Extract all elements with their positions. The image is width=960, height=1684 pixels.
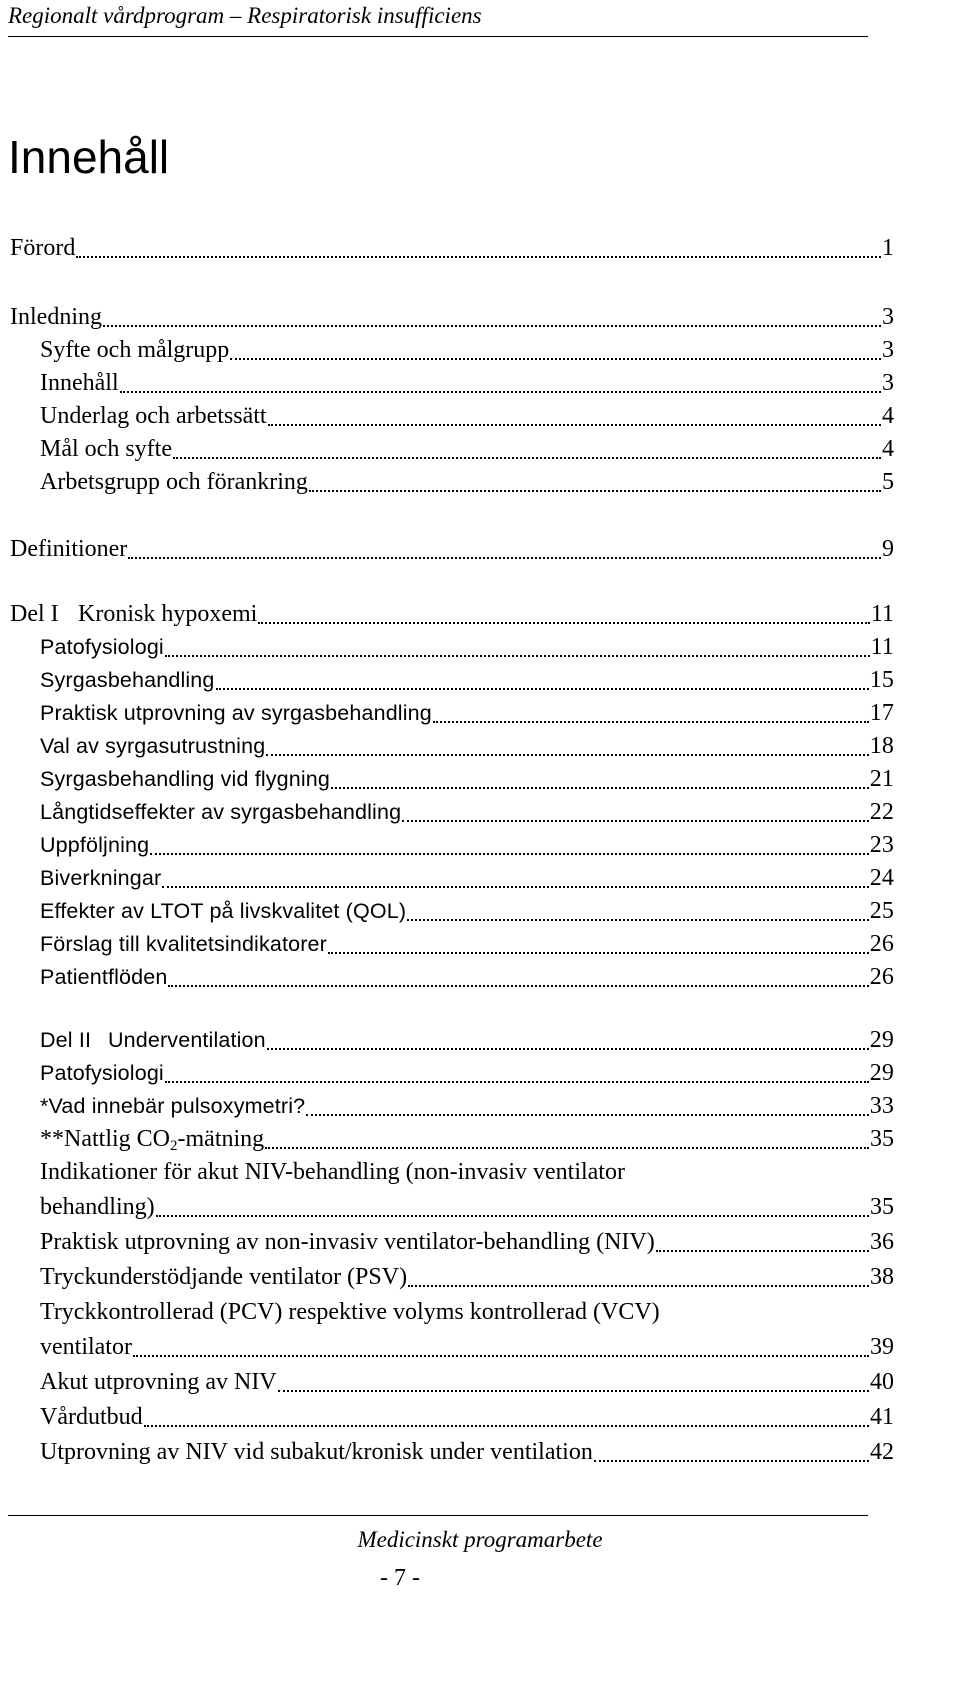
toc-page: 35	[870, 1194, 894, 1220]
toc-entry-patofysiologi[interactable]: Patofysiologi 11	[40, 634, 894, 660]
toc-entry-indikationer[interactable]: behandling) 35	[40, 1194, 894, 1220]
toc-page: 39	[870, 1334, 894, 1360]
toc-page: 38	[870, 1264, 894, 1290]
toc-entry-uppfoljning[interactable]: Uppföljning 23	[40, 832, 894, 858]
toc-entry-vardutbud[interactable]: Vårdutbud 41	[40, 1404, 894, 1430]
toc-page: 3	[882, 304, 894, 330]
running-header-text: Regionalt vårdprogram – Respiratorisk insufficiens	[8, 3, 482, 28]
toc-entry-underlag[interactable]: Underlag och arbetssätt 4	[40, 403, 894, 429]
toc-page: 17	[869, 700, 894, 726]
toc-entry-val-av-syrgasutrustning[interactable]: Val av syrgasutrustning 18	[40, 733, 894, 759]
toc-page: 29	[869, 1060, 894, 1086]
toc-page: 29	[869, 1027, 894, 1053]
toc-entry-innehall[interactable]: Innehåll 3	[40, 370, 894, 396]
toc-page: 4	[882, 403, 894, 429]
toc-entry-pulsoxymetri[interactable]: *Vad innebär pulsoxymetri? 33	[40, 1093, 894, 1119]
toc-page: 11	[870, 601, 894, 627]
toc-page: 18	[869, 733, 894, 759]
toc-page: 22	[869, 799, 894, 825]
toc-entry-syfte[interactable]: Syfte och målgrupp 3	[40, 337, 894, 363]
toc-entry-kvalitetsindikatorer[interactable]: Förslag till kvalitetsindikatorer 26	[40, 931, 894, 957]
toc-page: 21	[869, 766, 894, 792]
toc-entry-flygning[interactable]: Syrgasbehandling vid flygning 21	[40, 766, 894, 792]
footer-divider	[8, 1515, 868, 1516]
toc-page: 4	[882, 436, 894, 462]
toc-entry-psv[interactable]: Tryckunderstödjande ventilator (PSV) 38	[40, 1264, 894, 1290]
page-number: - 7 -	[380, 1565, 420, 1591]
toc-entry-utprovning-niv[interactable]: Utprovning av NIV vid subakut/kronisk under ventilation 42	[40, 1439, 894, 1465]
toc-entry-langtidseffekter[interactable]: Långtidseffekter av syrgasbehandling 22	[40, 799, 894, 825]
toc-page: 3	[882, 370, 894, 396]
toc-entry-indikationer-line1[interactable]: Indikationer för akut NIV-behandling (non-invasiv ventilator	[40, 1159, 625, 1185]
toc-page: 23	[869, 832, 894, 858]
toc-entry-mal[interactable]: Mål och syfte 4	[40, 436, 894, 462]
toc-entry-effekter-ltot[interactable]: Effekter av LTOT på livskvalitet (QOL) 25	[40, 898, 894, 924]
toc-entry-del1[interactable]: Del I Kronisk hypoxemi 11	[10, 601, 894, 627]
toc-entry-akut-niv[interactable]: Akut utprovning av NIV 40	[40, 1369, 894, 1395]
toc-page: 40	[870, 1369, 894, 1395]
toc-page: 26	[869, 964, 894, 990]
toc-page: 35	[870, 1126, 894, 1152]
toc-entry-definitioner[interactable]: Definitioner 9	[10, 536, 894, 562]
toc-page: 33	[869, 1093, 894, 1119]
toc-page: 1	[882, 235, 894, 261]
toc-page: 5	[882, 469, 894, 495]
toc-entry-patientfloden[interactable]: Patientflöden 26	[40, 964, 894, 990]
toc-entry-forord[interactable]: Förord 1	[10, 235, 894, 261]
toc-entry-del2[interactable]: Del II Underventilation 29	[40, 1027, 894, 1053]
toc-page: 9	[882, 536, 894, 562]
toc-page: 24	[869, 865, 894, 891]
toc-page: 11	[870, 634, 894, 660]
running-footer-text: Medicinskt programarbete	[357, 1527, 603, 1552]
toc-entry-praktisk-niv[interactable]: Praktisk utprovning av non-invasiv ventilator-behandling (NIV) 36	[40, 1229, 894, 1255]
toc-entry-patofysiologi-2[interactable]: Patofysiologi 29	[40, 1060, 894, 1086]
page-title: Innehåll	[8, 131, 170, 183]
toc-entry-syrgasbehandling[interactable]: Syrgasbehandling 15	[40, 667, 894, 693]
toc-page: 41	[870, 1404, 894, 1430]
toc-page: 42	[870, 1439, 894, 1465]
toc-page: 25	[869, 898, 894, 924]
toc-entry-arbetsgrupp[interactable]: Arbetsgrupp och förankring 5	[40, 469, 894, 495]
toc-entry-praktisk-utprovning[interactable]: Praktisk utprovning av syrgasbehandling 17	[40, 700, 894, 726]
toc-entry-pcv-line1[interactable]: Tryckkontrollerad (PCV) respektive volyms kontrollerad (VCV)	[40, 1299, 660, 1325]
toc-page: 3	[882, 337, 894, 363]
toc-entry-inledning[interactable]: Inledning 3	[10, 304, 894, 330]
toc-page: 26	[869, 931, 894, 957]
toc-entry-nattlig-co2[interactable]: **Nattlig $CO_2$-mätning 35	[40, 1126, 894, 1154]
toc-entry-pcv[interactable]: ventilator 39	[40, 1334, 894, 1360]
running-header	[8, 0, 868, 37]
toc-page: 15	[869, 667, 894, 693]
toc-page: 36	[870, 1229, 894, 1255]
toc-entry-biverkningar[interactable]: Biverkningar 24	[40, 865, 894, 891]
